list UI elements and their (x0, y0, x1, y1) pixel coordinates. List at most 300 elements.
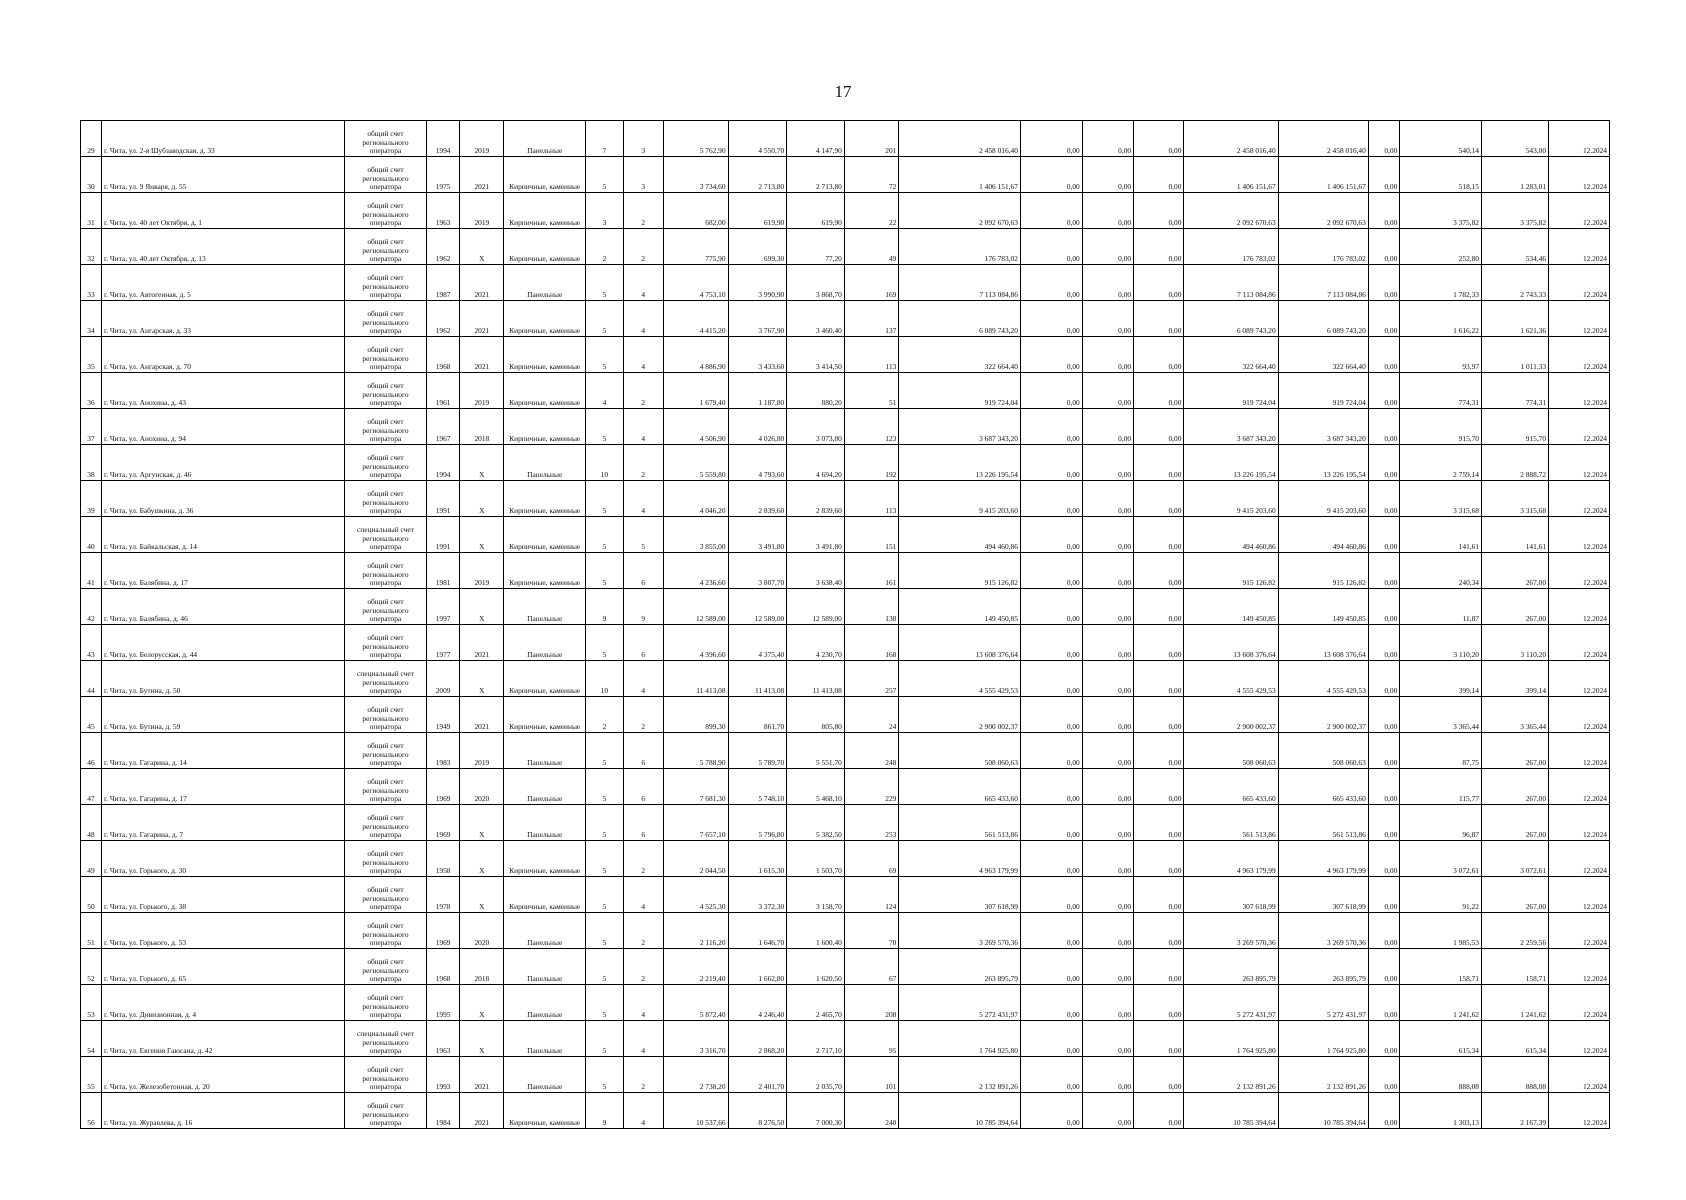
table-row (81, 481, 1610, 517)
cell-unit-cost-limit: 3 110,20 (1482, 625, 1549, 661)
cell-planned-date: 12.2024 (1549, 1057, 1610, 1093)
table-row (81, 157, 1610, 193)
cell-owned-area: 3 158,70 (787, 877, 845, 913)
cell-unit-cost-limit: 3 365,44 (1482, 697, 1549, 733)
cell-total-cost: 9 415 203,60 (899, 481, 1021, 517)
cell-row-number: 35 (81, 337, 102, 373)
cell-total-area: 4 046,20 (663, 481, 728, 517)
cell-cost-budget-subject: 0,00 (1082, 589, 1133, 625)
cell-residential-area: 861,70 (728, 697, 787, 733)
cell-unit-cost: 3 072,61 (1400, 841, 1482, 877)
cell-cost-owners: 149 450,85 (1184, 589, 1278, 625)
cell-address: г. Чита, ул. Евгения Гаюсана, д. 42 (101, 1021, 344, 1057)
cell-unit-cost-limit: 267,00 (1482, 589, 1549, 625)
cell-wall-material: Панельные (504, 733, 586, 769)
cell-wall-material: Кирпичные, каменные (504, 697, 586, 733)
cell-cost-budget-municipal: 0,00 (1134, 661, 1184, 697)
cell-cost-fund-fund: 0,00 (1020, 373, 1082, 409)
cell-account-type: специальный счет регионального оператора (345, 1021, 427, 1057)
cell-planned-date: 12.2024 (1549, 589, 1610, 625)
cell-year-last-repair: 2021 (460, 1057, 504, 1093)
cell-unit-cost: 115,77 (1400, 769, 1482, 805)
cell-total-cost: 263 895,79 (899, 949, 1021, 985)
cell-floors: 7 (586, 121, 624, 157)
cell-wall-material: Кирпичные, каменные (504, 661, 586, 697)
cell-row-number: 30 (81, 157, 102, 193)
cell-row-number: 36 (81, 373, 102, 409)
cell-year-built: 2009 (426, 661, 460, 697)
cell-unit-cost: 158,71 (1400, 949, 1482, 985)
cell-year-built: 1994 (426, 445, 460, 481)
cell-total-area: 5 872,40 (663, 985, 728, 1021)
cell-address: г. Чита, ул. 9 Января, д. 55 (101, 157, 344, 193)
cell-residential-area: 8 276,50 (728, 1093, 787, 1129)
cell-floors: 5 (586, 1021, 624, 1057)
cell-unit-cost: 540,14 (1400, 121, 1482, 157)
cell-cost-other: 0,00 (1368, 121, 1399, 157)
cell-total-area: 2 044,50 (663, 841, 728, 877)
cell-wall-material: Кирпичные, каменные (504, 157, 586, 193)
cell-cost-owners: 494 460,86 (1184, 517, 1278, 553)
cell-cost-budget-municipal: 0,00 (1134, 589, 1184, 625)
cell-cost-owners: 2 092 670,63 (1184, 193, 1278, 229)
cell-year-built: 1977 (426, 625, 460, 661)
cell-total-area: 5 559,80 (663, 445, 728, 481)
cell-total-cost: 494 460,86 (899, 517, 1021, 553)
cell-account-type: общий счет регионального оператора (345, 697, 427, 733)
cell-year-last-repair: Х (460, 805, 504, 841)
cell-owned-area: 2 713,80 (787, 157, 845, 193)
cell-cost-budget-municipal: 0,00 (1134, 121, 1184, 157)
table-row (81, 769, 1610, 805)
cell-account-type: общий счет регионального оператора (345, 409, 427, 445)
cell-unit-cost-limit: 158,71 (1482, 949, 1549, 985)
cell-total-area: 4 396,60 (663, 625, 728, 661)
cell-cost-owners: 322 664,40 (1184, 337, 1278, 373)
cell-residential-area: 12 589,00 (728, 589, 787, 625)
cell-cost-budget-municipal: 0,00 (1134, 193, 1184, 229)
cell-cost-budget-subject: 0,00 (1082, 337, 1133, 373)
cell-residents: 161 (844, 553, 898, 589)
cell-cost-other: 0,00 (1368, 1093, 1399, 1129)
cell-cost-fund-fund: 0,00 (1020, 877, 1082, 913)
cell-address: г. Чита, ул. Ангарская, д. 70 (101, 337, 344, 373)
cell-floors: 5 (586, 337, 624, 373)
cell-total-area: 11 413,08 (663, 661, 728, 697)
cell-residents: 67 (844, 949, 898, 985)
cell-total-cost: 3 687 343,20 (899, 409, 1021, 445)
cell-unit-cost: 774,31 (1400, 373, 1482, 409)
cell-unit-cost-limit: 267,00 (1482, 769, 1549, 805)
cell-residents: 253 (844, 805, 898, 841)
cell-total-area: 7 681,30 (663, 769, 728, 805)
cell-year-last-repair: Х (460, 877, 504, 913)
cell-year-last-repair: 2019 (460, 553, 504, 589)
cell-floors: 5 (586, 481, 624, 517)
cell-residents: 70 (844, 913, 898, 949)
cell-cost-budget-municipal: 0,00 (1134, 1057, 1184, 1093)
cell-row-number: 29 (81, 121, 102, 157)
cell-owned-area: 7 000,30 (787, 1093, 845, 1129)
cell-cost-fund-fund: 0,00 (1020, 697, 1082, 733)
cell-unit-cost: 240,34 (1400, 553, 1482, 589)
cell-cost-budget-subject: 0,00 (1082, 229, 1133, 265)
cell-account-type: общий счет регионального оператора (345, 1057, 427, 1093)
cell-wall-material: Панельные (504, 265, 586, 301)
cell-unit-cost-limit: 774,31 (1482, 373, 1549, 409)
cell-floors: 5 (586, 805, 624, 841)
cell-account-type: общий счет регионального оператора (345, 877, 427, 913)
cell-row-number: 47 (81, 769, 102, 805)
cell-floors: 4 (586, 373, 624, 409)
cell-cost-owners-fund: 176 783,02 (1278, 229, 1368, 265)
cell-residential-area: 5 796,80 (728, 805, 787, 841)
cell-cost-owners-fund: 13 608 376,64 (1278, 625, 1368, 661)
cell-cost-budget-subject: 0,00 (1082, 265, 1133, 301)
cell-residents: 248 (844, 733, 898, 769)
cell-cost-owners: 665 433,60 (1184, 769, 1278, 805)
cell-cost-owners-fund: 307 618,99 (1278, 877, 1368, 913)
cell-total-area: 2 116,20 (663, 913, 728, 949)
cell-owned-area: 5 551,70 (787, 733, 845, 769)
cell-cost-fund-fund: 0,00 (1020, 193, 1082, 229)
cell-cost-budget-municipal: 0,00 (1134, 1093, 1184, 1129)
cell-owned-area: 4 230,70 (787, 625, 845, 661)
cell-cost-budget-subject: 0,00 (1082, 121, 1133, 157)
cell-cost-owners-fund: 915 126,82 (1278, 553, 1368, 589)
cell-address: г. Чита, ул. Дивизионная, д. 4 (101, 985, 344, 1021)
cell-cost-fund-fund: 0,00 (1020, 1057, 1082, 1093)
cell-total-area: 1 679,40 (663, 373, 728, 409)
cell-row-number: 31 (81, 193, 102, 229)
cell-row-number: 38 (81, 445, 102, 481)
cell-entrances: 5 (623, 517, 663, 553)
cell-owned-area: 3 073,80 (787, 409, 845, 445)
cell-year-built: 1958 (426, 841, 460, 877)
cell-cost-fund-fund: 0,00 (1020, 769, 1082, 805)
cell-cost-owners: 263 895,79 (1184, 949, 1278, 985)
cell-floors: 5 (586, 841, 624, 877)
table-row (81, 949, 1610, 985)
cell-cost-budget-municipal: 0,00 (1134, 481, 1184, 517)
cell-cost-owners-fund: 10 785 394,64 (1278, 1093, 1368, 1129)
cell-year-last-repair: 2020 (460, 913, 504, 949)
cell-cost-budget-subject: 0,00 (1082, 877, 1133, 913)
cell-residential-area: 3 433,60 (728, 337, 787, 373)
cell-year-last-repair: Х (460, 841, 504, 877)
cell-year-built: 1991 (426, 481, 460, 517)
cell-owned-area: 1 600,40 (787, 913, 845, 949)
cell-residential-area: 5 748,10 (728, 769, 787, 805)
cell-cost-budget-subject: 0,00 (1082, 193, 1133, 229)
cell-year-built: 1991 (426, 517, 460, 553)
cell-cost-owners-fund: 508 060,63 (1278, 733, 1368, 769)
cell-entrances: 4 (623, 301, 663, 337)
cell-row-number: 33 (81, 265, 102, 301)
cell-cost-other: 0,00 (1368, 445, 1399, 481)
cell-planned-date: 12.2024 (1549, 193, 1610, 229)
cell-residential-area: 11 413,08 (728, 661, 787, 697)
cell-wall-material: Панельные (504, 589, 586, 625)
cell-cost-owners-fund: 494 460,86 (1278, 517, 1368, 553)
table-row (81, 1093, 1610, 1129)
cell-wall-material: Кирпичные, каменные (504, 301, 586, 337)
cell-entrances: 2 (623, 229, 663, 265)
cell-cost-budget-municipal: 0,00 (1134, 265, 1184, 301)
cell-unit-cost-limit: 1 621,36 (1482, 301, 1549, 337)
cell-owned-area: 12 589,00 (787, 589, 845, 625)
cell-planned-date: 12.2024 (1549, 733, 1610, 769)
cell-residents: 123 (844, 409, 898, 445)
cell-unit-cost: 3 315,68 (1400, 481, 1482, 517)
cell-year-built: 1993 (426, 1057, 460, 1093)
cell-total-cost: 10 785 394,64 (899, 1093, 1021, 1129)
cell-residential-area: 5 789,70 (728, 733, 787, 769)
cell-account-type: общий счет регионального оператора (345, 769, 427, 805)
cell-unit-cost-limit: 3 375,82 (1482, 193, 1549, 229)
cell-unit-cost: 615,34 (1400, 1021, 1482, 1057)
cell-year-last-repair: Х (460, 445, 504, 481)
cell-unit-cost-limit: 534,46 (1482, 229, 1549, 265)
cell-unit-cost: 3 110,20 (1400, 625, 1482, 661)
cell-row-number: 34 (81, 301, 102, 337)
cell-owned-area: 3 491,80 (787, 517, 845, 553)
cell-planned-date: 12.2024 (1549, 697, 1610, 733)
cell-total-cost: 307 618,99 (899, 877, 1021, 913)
cell-residential-area: 3 990,90 (728, 265, 787, 301)
cell-total-cost: 4 555 429,53 (899, 661, 1021, 697)
table-row (81, 985, 1610, 1021)
cell-cost-owners: 2 132 891,26 (1184, 1057, 1278, 1093)
cell-unit-cost: 915,70 (1400, 409, 1482, 445)
cell-cost-fund-fund: 0,00 (1020, 301, 1082, 337)
cell-owned-area: 3 414,50 (787, 337, 845, 373)
cell-total-area: 4 753,10 (663, 265, 728, 301)
cell-cost-fund-fund: 0,00 (1020, 229, 1082, 265)
cell-year-last-repair: 2021 (460, 1093, 504, 1129)
cell-cost-budget-municipal: 0,00 (1134, 733, 1184, 769)
cell-residents: 229 (844, 769, 898, 805)
cell-total-cost: 4 963 179,99 (899, 841, 1021, 877)
cell-owned-area: 1 503,70 (787, 841, 845, 877)
cell-row-number: 46 (81, 733, 102, 769)
cell-residents: 113 (844, 481, 898, 517)
cell-year-built: 1984 (426, 1093, 460, 1129)
cell-account-type: общий счет регионального оператора (345, 229, 427, 265)
cell-entrances: 6 (623, 733, 663, 769)
cell-floors: 5 (586, 877, 624, 913)
cell-entrances: 4 (623, 481, 663, 517)
cell-cost-budget-subject: 0,00 (1082, 553, 1133, 589)
cell-cost-owners: 13 608 376,64 (1184, 625, 1278, 661)
cell-year-last-repair: 2019 (460, 373, 504, 409)
cell-wall-material: Панельные (504, 769, 586, 805)
cell-entrances: 4 (623, 877, 663, 913)
cell-floors: 10 (586, 661, 624, 697)
cell-year-last-repair: 2018 (460, 409, 504, 445)
cell-cost-fund-fund: 0,00 (1020, 445, 1082, 481)
cell-floors: 5 (586, 733, 624, 769)
cell-floors: 5 (586, 913, 624, 949)
cell-cost-other: 0,00 (1368, 733, 1399, 769)
cell-cost-budget-municipal: 0,00 (1134, 373, 1184, 409)
cell-unit-cost: 2 759,14 (1400, 445, 1482, 481)
cell-cost-other: 0,00 (1368, 481, 1399, 517)
cell-address: г. Чита, ул. 2-я Шубзаводская, д. 33 (101, 121, 344, 157)
cell-residents: 137 (844, 301, 898, 337)
cell-cost-owners: 9 415 203,60 (1184, 481, 1278, 517)
cell-cost-other: 0,00 (1368, 949, 1399, 985)
cell-residential-area: 3 372,30 (728, 877, 787, 913)
cell-cost-other: 0,00 (1368, 1057, 1399, 1093)
cell-owned-area: 3 460,40 (787, 301, 845, 337)
cell-floors: 9 (586, 1093, 624, 1129)
cell-year-last-repair: 2021 (460, 301, 504, 337)
cell-total-area: 2 219,40 (663, 949, 728, 985)
cell-entrances: 2 (623, 949, 663, 985)
cell-owned-area: 5 468,10 (787, 769, 845, 805)
cell-cost-budget-municipal: 0,00 (1134, 949, 1184, 985)
cell-unit-cost: 1 985,53 (1400, 913, 1482, 949)
cell-cost-owners: 10 785 394,64 (1184, 1093, 1278, 1129)
cell-residents: 51 (844, 373, 898, 409)
cell-cost-budget-subject: 0,00 (1082, 517, 1133, 553)
cell-entrances: 3 (623, 157, 663, 193)
cell-row-number: 43 (81, 625, 102, 661)
cell-entrances: 9 (623, 589, 663, 625)
cell-year-built: 1962 (426, 301, 460, 337)
cell-cost-owners-fund: 3 687 343,20 (1278, 409, 1368, 445)
table-row (81, 373, 1610, 409)
cell-unit-cost-limit: 1 011,33 (1482, 337, 1549, 373)
cell-row-number: 52 (81, 949, 102, 985)
cell-cost-budget-municipal: 0,00 (1134, 913, 1184, 949)
cell-cost-owners-fund: 2 458 016,40 (1278, 121, 1368, 157)
cell-unit-cost: 11,87 (1400, 589, 1482, 625)
cell-cost-budget-subject: 0,00 (1082, 157, 1133, 193)
cell-row-number: 37 (81, 409, 102, 445)
cell-total-cost: 508 060,63 (899, 733, 1021, 769)
cell-planned-date: 12.2024 (1549, 301, 1610, 337)
cell-wall-material: Кирпичные, каменные (504, 229, 586, 265)
cell-unit-cost: 91,22 (1400, 877, 1482, 913)
cell-floors: 5 (586, 553, 624, 589)
cell-total-cost: 2 132 891,26 (899, 1057, 1021, 1093)
cell-residents: 138 (844, 589, 898, 625)
cell-cost-fund-fund: 0,00 (1020, 157, 1082, 193)
cell-address: г. Чита, ул. Гагарина, д. 14 (101, 733, 344, 769)
cell-cost-owners: 176 783,02 (1184, 229, 1278, 265)
cell-year-last-repair: Х (460, 517, 504, 553)
cell-address: г. Чита, ул. Горького, д. 65 (101, 949, 344, 985)
cell-account-type: общий счет регионального оператора (345, 1093, 427, 1129)
cell-unit-cost-limit: 267,00 (1482, 877, 1549, 913)
cell-cost-owners: 5 272 431,97 (1184, 985, 1278, 1021)
table-row (81, 409, 1610, 445)
cell-cost-fund-fund: 0,00 (1020, 409, 1082, 445)
cell-owned-area: 4 694,20 (787, 445, 845, 481)
cell-entrances: 2 (623, 193, 663, 229)
cell-unit-cost-limit: 2 888,72 (1482, 445, 1549, 481)
cell-cost-budget-subject: 0,00 (1082, 913, 1133, 949)
cell-row-number: 54 (81, 1021, 102, 1057)
cell-cost-fund-fund: 0,00 (1020, 625, 1082, 661)
cell-cost-other: 0,00 (1368, 301, 1399, 337)
cell-cost-fund-fund: 0,00 (1020, 949, 1082, 985)
cell-total-area: 775,90 (663, 229, 728, 265)
cell-owned-area: 880,20 (787, 373, 845, 409)
cell-year-built: 1963 (426, 1021, 460, 1057)
cell-cost-other: 0,00 (1368, 913, 1399, 949)
cell-account-type: общий счет регионального оператора (345, 193, 427, 229)
cell-cost-other: 0,00 (1368, 805, 1399, 841)
cell-cost-other: 0,00 (1368, 157, 1399, 193)
cell-wall-material: Кирпичные, каменные (504, 877, 586, 913)
cell-owned-area: 3 638,40 (787, 553, 845, 589)
cell-unit-cost: 141,61 (1400, 517, 1482, 553)
cell-total-cost: 13 608 376,64 (899, 625, 1021, 661)
cell-residential-area: 2 401,70 (728, 1057, 787, 1093)
cell-address: г. Чита, ул. 40 лет Октября, д. 1 (101, 193, 344, 229)
cell-address: г. Чита, ул. Горького, д. 38 (101, 877, 344, 913)
cell-year-built: 1969 (426, 913, 460, 949)
cell-account-type: общий счет регионального оператора (345, 265, 427, 301)
cell-total-area: 7 657,10 (663, 805, 728, 841)
cell-total-area: 5 762,90 (663, 121, 728, 157)
cell-unit-cost-limit: 267,00 (1482, 805, 1549, 841)
cell-cost-owners-fund: 149 450,85 (1278, 589, 1368, 625)
cell-year-built: 1995 (426, 985, 460, 1021)
cell-address: г. Чита, ул. Анохина, д. 43 (101, 373, 344, 409)
table-row (81, 697, 1610, 733)
cell-cost-budget-municipal: 0,00 (1134, 445, 1184, 481)
page-number: 17 (834, 82, 852, 101)
cell-total-area: 5 788,90 (663, 733, 728, 769)
cell-cost-budget-subject: 0,00 (1082, 805, 1133, 841)
cell-unit-cost-limit: 888,08 (1482, 1057, 1549, 1093)
cell-unit-cost-limit: 267,00 (1482, 733, 1549, 769)
cell-planned-date: 12.2024 (1549, 1021, 1610, 1057)
cell-unit-cost: 3 375,82 (1400, 193, 1482, 229)
cell-total-cost: 919 724,04 (899, 373, 1021, 409)
cell-address: г. Чита, ул. Гагарина, д. 7 (101, 805, 344, 841)
cell-account-type: общий счет регионального оператора (345, 841, 427, 877)
table-row (81, 589, 1610, 625)
cell-year-last-repair: 2021 (460, 157, 504, 193)
cell-unit-cost-limit: 1 283,01 (1482, 157, 1549, 193)
cell-entrances: 2 (623, 697, 663, 733)
cell-cost-budget-municipal: 0,00 (1134, 301, 1184, 337)
cell-owned-area: 805,80 (787, 697, 845, 733)
table-row (81, 553, 1610, 589)
cell-residents: 168 (844, 625, 898, 661)
cell-cost-other: 0,00 (1368, 589, 1399, 625)
cell-year-last-repair: 2018 (460, 949, 504, 985)
cell-wall-material: Панельные (504, 1057, 586, 1093)
cell-owned-area: 2 465,70 (787, 985, 845, 1021)
cell-year-last-repair: 2021 (460, 337, 504, 373)
cell-residents: 22 (844, 193, 898, 229)
cell-planned-date: 12.2024 (1549, 157, 1610, 193)
cell-cost-owners: 6 089 743,20 (1184, 301, 1278, 337)
cell-cost-owners: 3 269 570,36 (1184, 913, 1278, 949)
cell-residential-area: 699,30 (728, 229, 787, 265)
cell-cost-budget-subject: 0,00 (1082, 409, 1133, 445)
cell-total-cost: 176 783,02 (899, 229, 1021, 265)
cell-wall-material: Панельные (504, 805, 586, 841)
cell-wall-material: Кирпичные, каменные (504, 409, 586, 445)
cell-year-built: 1968 (426, 337, 460, 373)
